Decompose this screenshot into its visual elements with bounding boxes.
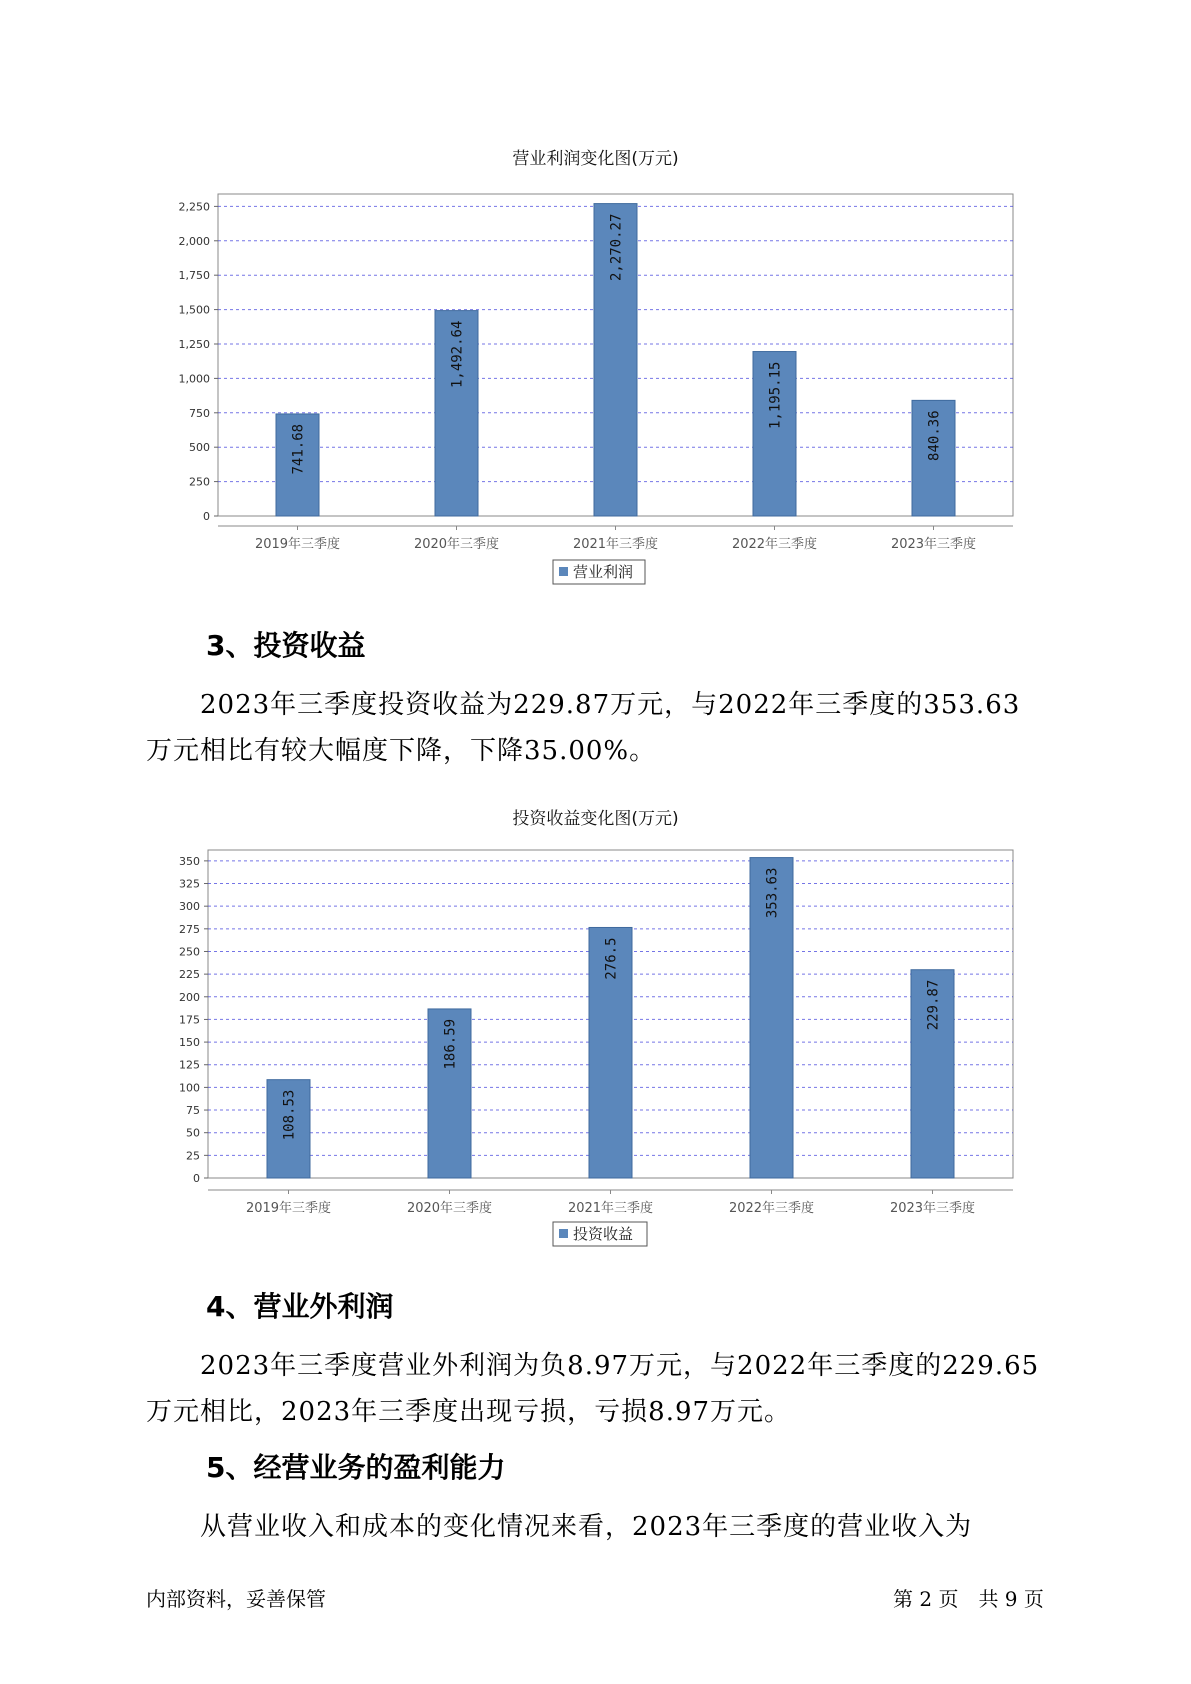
bar-value-label: 840.36	[926, 410, 943, 461]
bar-value-label: 229.87	[925, 979, 942, 1031]
x-tick-label: 2022年三季度	[731, 537, 818, 552]
bar-value-label: 276.5	[603, 937, 620, 980]
footer-left: 内部资料，妥善保管	[146, 1587, 326, 1611]
bar-value-label: 1,195.15	[767, 361, 784, 429]
y-tick-label: 25	[186, 1149, 200, 1163]
section-3-heading: 3、投资收益	[206, 629, 366, 662]
y-tick-label: 750	[189, 406, 210, 420]
y-tick-label: 175	[179, 1013, 200, 1027]
y-tick-label: 325	[179, 877, 200, 891]
x-tick-label: 2019年三季度	[245, 1201, 332, 1216]
y-tick-label: 275	[179, 922, 200, 936]
y-tick-label: 50	[186, 1126, 200, 1140]
y-tick-label: 250	[189, 475, 210, 489]
legend-label: 投资收益	[573, 1225, 634, 1243]
bar-value-label: 741.68	[290, 423, 307, 475]
y-tick-label: 0	[203, 510, 210, 523]
x-tick-label: 2021年三季度	[572, 537, 659, 552]
section-4-heading: 4、营业外利润	[206, 1290, 394, 1323]
legend-swatch	[559, 567, 568, 576]
y-tick-label: 75	[186, 1104, 200, 1118]
y-tick-label: 300	[179, 900, 200, 914]
legend-label: 营业利润	[573, 563, 634, 581]
bar-value-label: 2,270.27	[608, 213, 625, 282]
bar-value-label: 1,492.64	[449, 320, 466, 389]
bar-value-label: 353.63	[764, 867, 781, 919]
section-5-text: 从营业收入和成本的变化情况来看，2023年三季度的营业收入为	[200, 1512, 973, 1542]
x-tick-label: 2023年三季度	[889, 1201, 976, 1216]
x-tick-label: 2019年三季度	[254, 537, 341, 552]
section-4-text: 2023年三季度营业外利润为负8.97万元，与2022年三季度的229.65万元相比，2023年三季度出现亏损，亏损8.97万元。	[146, 1351, 1040, 1427]
y-tick-label: 2,000	[178, 234, 210, 248]
y-tick-label: 200	[179, 990, 200, 1004]
footer-page-number: 第 2 页 共 9 页	[893, 1587, 1044, 1611]
y-tick-label: 500	[189, 441, 210, 455]
y-tick-label: 1,000	[178, 372, 210, 386]
y-tick-label: 350	[179, 854, 200, 868]
x-tick-label: 2021年三季度	[567, 1201, 654, 1216]
y-tick-label: 150	[179, 1036, 200, 1050]
y-tick-label: 1,250	[178, 337, 210, 351]
section-3-text: 2023年三季度投资收益为229.87万元，与2022年三季度的353.63万元相比有较大幅度下降，下降35.00%。	[146, 690, 1021, 766]
chart-2-investment-income	[0, 840, 1191, 1250]
y-tick-label: 1,500	[178, 303, 210, 317]
y-tick-label: 100	[179, 1081, 200, 1095]
x-tick-label: 2020年三季度	[406, 1201, 493, 1216]
legend-swatch	[559, 1229, 568, 1238]
x-tick-label: 2023年三季度	[890, 537, 977, 552]
chart-1-operating-profit	[0, 180, 1191, 600]
y-tick-label: 1,750	[178, 269, 210, 283]
y-tick-label: 125	[179, 1058, 200, 1072]
section-5-heading: 5、经营业务的盈利能力	[206, 1451, 506, 1484]
chart-1-title: 营业利润变化图(万元)	[512, 149, 679, 169]
y-tick-label: 0	[193, 1172, 200, 1185]
y-tick-label: 2,250	[178, 200, 210, 214]
bar-value-label: 186.59	[442, 1018, 459, 1070]
y-tick-label: 250	[179, 945, 200, 959]
x-tick-label: 2020年三季度	[413, 537, 500, 552]
chart-2-title: 投资收益变化图(万元)	[512, 809, 679, 829]
y-tick-label: 225	[179, 968, 200, 982]
x-tick-label: 2022年三季度	[728, 1201, 815, 1216]
bar-value-label: 108.53	[281, 1089, 298, 1141]
